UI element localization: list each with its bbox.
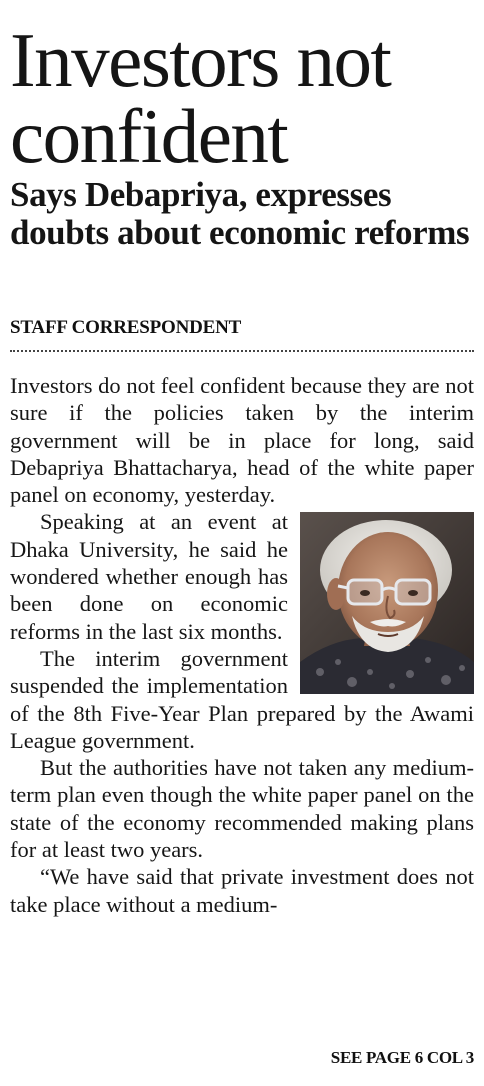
portrait-photo (300, 512, 474, 694)
paragraph-1: Investors do not feel confident because they are not sure if the policies taken by the interim government will be in place for long, said Debapriya Bhattacharya, head of the white paper panel on economy, yesterday. (10, 373, 474, 508)
byline: STAFF CORRESPONDENT (10, 317, 242, 338)
continuation-jump-label: SEE PAGE 6 COL 3 (330, 1048, 474, 1067)
paragraph-4: But the authorities have not taken any medium-term plan even though the white paper panel on the state of the economy recommended making plans for at least two years. (10, 755, 474, 863)
paragraph-3: The interim government suspended the implementation of the 8th Five-Year Plan prepared by the Awami League government. (10, 645, 474, 753)
article-body (10, 372, 474, 918)
dotted-divider (10, 350, 474, 352)
subheadline: Says Debapriya, expresses doubts about economic reforms (10, 175, 470, 252)
paragraph-2: Speaking at an event at Dhaka University, he said he wondered whether enough has been done on economic reforms in the last six months. (10, 509, 288, 644)
headline: Investors not confident (10, 17, 391, 179)
paragraph-5: “We have said that private investment does not take place without a medium- (10, 864, 474, 917)
